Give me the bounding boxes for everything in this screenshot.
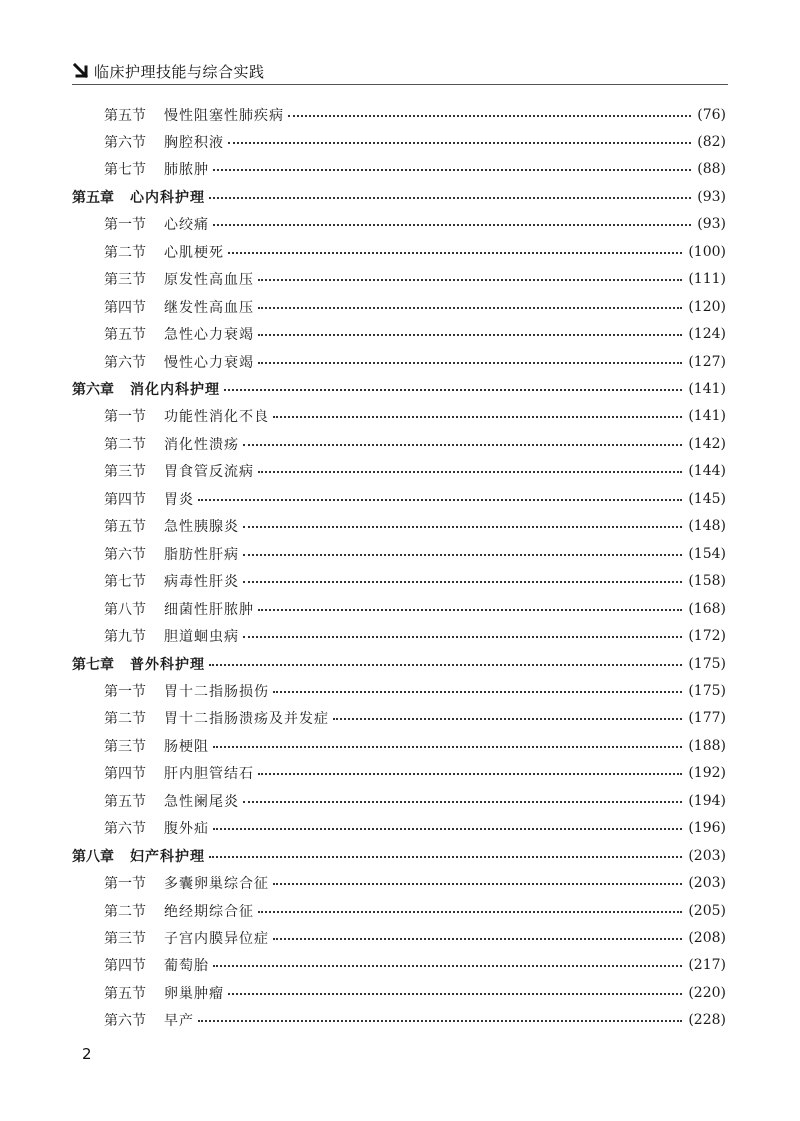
toc-entry-number: 第三节 (104, 272, 146, 289)
dot-leader (228, 142, 691, 144)
toc-entry-number: 第六节 (104, 354, 146, 371)
toc-section-entry[interactable] (104, 623, 726, 650)
toc-entry-page: (82) (697, 133, 726, 150)
toc-section-entry[interactable] (104, 870, 726, 897)
dot-leader (273, 691, 682, 693)
running-header (72, 58, 728, 88)
toc-entry-title: 急性阑尾炎 (164, 793, 239, 810)
toc-entry-page: (93) (697, 188, 726, 205)
dot-leader (224, 389, 682, 391)
toc-entry-number: 第一节 (104, 217, 146, 234)
dot-leader (198, 499, 682, 501)
dot-leader (273, 938, 682, 940)
toc-entry-title: 急性心力衰竭 (164, 327, 254, 344)
toc-section-entry[interactable] (104, 321, 726, 348)
toc-chapter-entry[interactable] (72, 650, 726, 677)
toc-section-entry[interactable] (104, 760, 726, 787)
toc-entry-title: 多囊卵巢综合征 (164, 876, 269, 893)
toc-entry-title: 原发性高血压 (164, 272, 254, 289)
toc-section-entry[interactable] (104, 540, 726, 567)
toc-entry-number: 第五节 (104, 519, 146, 536)
dot-leader (258, 279, 682, 281)
toc-entry-title: 子宫内膜异位症 (164, 931, 269, 947)
toc-entry-page: (127) (688, 353, 726, 370)
dot-leader (258, 773, 682, 775)
toc-entry-number: 第五节 (104, 985, 146, 1002)
toc-entry-title: 胆道蛔虫病 (164, 629, 239, 646)
toc-chapter-entry[interactable] (72, 183, 726, 210)
toc-entry-title: 心内科护理 (130, 189, 205, 206)
toc-entry-title: 普外科护理 (130, 656, 205, 673)
toc-entry-number: 第三节 (104, 931, 146, 947)
toc-section-entry[interactable] (104, 458, 726, 485)
toc-entry-number: 第六节 (104, 821, 146, 838)
toc-entry-number: 第九节 (104, 629, 146, 646)
toc-entry-page: (88) (697, 161, 726, 178)
toc-entry-page: (93) (697, 216, 726, 233)
toc-entry-title: 胸腔积液 (164, 134, 224, 151)
toc-section-entry[interactable] (104, 266, 726, 293)
dot-leader (243, 636, 682, 638)
toc-entry-title: 肺脓肿 (164, 162, 209, 179)
toc-entry-page: (144) (688, 463, 726, 480)
toc-section-entry[interactable] (104, 979, 726, 1006)
toc-entry-title: 心肌梗死 (164, 244, 224, 261)
toc-entry-title: 葡萄胎 (164, 958, 209, 975)
toc-entry-number: 第五节 (104, 327, 146, 344)
toc-entry-page: (100) (688, 243, 726, 260)
toc-entry-title: 脂肪性肝病 (164, 546, 239, 563)
toc-entry-page: (177) (688, 710, 726, 727)
toc-section-entry[interactable] (104, 1007, 726, 1034)
toc-entry-page: (217) (688, 957, 726, 974)
toc-section-entry[interactable] (104, 211, 726, 238)
toc-section-entry[interactable] (104, 677, 726, 704)
page-number: 2 (82, 1045, 92, 1063)
toc-entry-page: (124) (688, 326, 726, 343)
toc-chapter-entry[interactable] (72, 376, 726, 403)
dot-leader (213, 224, 691, 226)
dot-leader (243, 526, 682, 528)
dot-leader (258, 911, 682, 913)
toc-entry-title: 胃炎 (164, 491, 194, 508)
toc-section-entry[interactable] (104, 156, 726, 183)
toc-section-entry[interactable] (104, 238, 726, 265)
toc-entry-page: (175) (688, 655, 726, 672)
toc-entry-page: (168) (688, 600, 726, 617)
dot-leader (273, 883, 682, 885)
dot-leader (288, 115, 691, 117)
toc-entry-number: 第三节 (104, 464, 146, 481)
toc-entry-page: (120) (688, 298, 726, 315)
toc-entry-page: (141) (688, 381, 726, 397)
toc-entry-number: 第四节 (104, 299, 146, 316)
toc-entry-number: 第五节 (104, 107, 146, 124)
toc-section-entry[interactable] (104, 128, 726, 155)
toc-entry-number: 第二节 (104, 244, 146, 261)
toc-entry-title: 慢性阻塞性肺疾病 (164, 107, 284, 124)
toc-entry-title: 心绞痛 (164, 217, 209, 234)
toc-entry-number: 第七节 (104, 574, 146, 591)
toc-section-entry[interactable] (104, 595, 726, 622)
dot-leader (213, 828, 682, 830)
toc-entry-number: 第六节 (104, 1013, 146, 1030)
toc-entry-page: (141) (688, 408, 726, 425)
toc-entry-page: (196) (688, 820, 726, 837)
dot-leader (258, 609, 682, 611)
dot-leader (213, 965, 682, 967)
toc-section-entry[interactable] (104, 513, 726, 540)
toc-entry-page: (154) (688, 545, 726, 562)
toc-entry-title: 细菌性肝脓肿 (164, 601, 254, 618)
dot-leader (243, 444, 682, 446)
toc-entry-number: 第一节 (104, 683, 146, 700)
toc-entry-title: 肠梗阻 (164, 738, 209, 755)
toc-entry-page: (205) (688, 902, 726, 919)
toc-entry-title: 卵巢肿瘤 (164, 985, 224, 1002)
dot-leader (213, 746, 682, 748)
toc-section-entry[interactable] (104, 430, 726, 457)
toc-entry-title: 胃食管反流病 (164, 464, 254, 481)
toc-section-entry[interactable] (104, 787, 726, 814)
toc-entry-page: (188) (688, 737, 726, 754)
toc-entry-number: 第一节 (104, 876, 146, 893)
toc-entry-title: 胃十二指肠溃疡及并发症 (164, 711, 329, 728)
toc-section-entry[interactable] (104, 101, 726, 128)
toc-entry-number: 第六章 (72, 382, 114, 398)
dot-leader (228, 252, 682, 254)
dot-leader (243, 554, 682, 556)
toc-entry-number: 第七节 (104, 162, 146, 179)
toc-entry-page: (175) (688, 682, 726, 699)
toc-section-entry[interactable] (104, 952, 726, 979)
toc-entry-title: 慢性心力衰竭 (164, 354, 254, 371)
dot-leader (258, 362, 682, 364)
toc-entry-number: 第六节 (104, 546, 146, 563)
toc-entry-title: 消化性溃疡 (164, 436, 239, 453)
toc-entry-page: (76) (697, 106, 726, 123)
toc-section-entry[interactable] (104, 485, 726, 512)
toc-entry-number: 第六节 (104, 134, 146, 151)
toc-entry-title: 绝经期综合征 (164, 903, 254, 920)
toc-entry-title: 消化内科护理 (130, 382, 220, 398)
toc-section-entry[interactable] (104, 897, 726, 924)
toc-entry-title: 继发性高血压 (164, 299, 254, 316)
toc-entry-page: (203) (688, 847, 726, 864)
toc-section-entry[interactable] (104, 293, 726, 320)
toc-section-entry[interactable] (104, 403, 726, 430)
toc-entry-page: (172) (688, 628, 726, 645)
dot-leader (258, 471, 682, 473)
toc-entry-number: 第一节 (104, 409, 146, 426)
dot-leader (333, 718, 682, 720)
toc-section-entry[interactable] (104, 732, 726, 759)
dot-leader (258, 334, 682, 336)
toc-entry-page: (220) (688, 984, 726, 1001)
toc-entry-number: 第八节 (104, 601, 146, 618)
dot-leader (209, 197, 691, 199)
toc-entry-number: 第八章 (72, 848, 114, 865)
toc-entry-number: 第二节 (104, 711, 146, 728)
dot-leader (258, 307, 682, 309)
toc-section-entry[interactable] (104, 925, 726, 952)
book-title: 临床护理技能与综合实践 (94, 63, 265, 81)
dot-leader (228, 993, 682, 995)
toc-entry-title: 早产 (164, 1013, 194, 1030)
toc-section-entry[interactable] (104, 348, 726, 375)
dot-leader (209, 856, 682, 858)
dot-leader (198, 1020, 682, 1022)
toc-section-entry[interactable] (104, 815, 726, 842)
toc-section-entry[interactable] (104, 705, 726, 732)
toc-entry-page: (194) (688, 792, 726, 809)
toc-section-entry[interactable] (104, 568, 726, 595)
dot-leader (243, 581, 682, 583)
toc-entry-title: 妇产科护理 (130, 848, 205, 865)
toc-entry-title: 腹外疝 (164, 821, 209, 838)
toc-entry-number: 第七章 (72, 656, 114, 673)
toc-chapter-entry[interactable] (72, 842, 726, 869)
toc-entry-page: (203) (688, 875, 726, 892)
toc-entry-number: 第四节 (104, 766, 146, 783)
toc-entry-title: 肝内胆管结石 (164, 766, 254, 783)
toc-entry-page: (192) (688, 765, 726, 782)
dot-leader (273, 416, 682, 418)
toc-entry-page: (145) (688, 490, 726, 507)
toc-entry-title: 胃十二指肠损伤 (164, 683, 269, 700)
header-rule (72, 84, 728, 85)
toc-entry-page: (148) (688, 518, 726, 535)
dot-leader (243, 801, 682, 803)
toc-entry-page: (111) (688, 271, 726, 288)
toc-entry-title: 功能性消化不良 (164, 409, 269, 426)
toc-entry-number: 第二节 (104, 436, 146, 453)
toc-entry-page: (228) (688, 1012, 726, 1029)
toc-entry-page: (142) (688, 435, 726, 452)
toc-entry-title: 病毒性肝炎 (164, 574, 239, 591)
toc-entry-number: 第三节 (104, 738, 146, 755)
toc-entry-number: 第五节 (104, 793, 146, 810)
dot-leader (209, 664, 682, 666)
toc-entry-page: (158) (688, 573, 726, 590)
toc-entry-number: 第二节 (104, 903, 146, 920)
toc-entry-number: 第四节 (104, 958, 146, 975)
toc-entry-number: 第五章 (72, 189, 114, 206)
toc-entry-page: (208) (688, 930, 726, 946)
dot-leader (213, 169, 691, 171)
toc-entry-number: 第四节 (104, 491, 146, 508)
toc-entry-title: 急性胰腺炎 (164, 519, 239, 536)
arrow-down-right-icon (72, 62, 90, 80)
